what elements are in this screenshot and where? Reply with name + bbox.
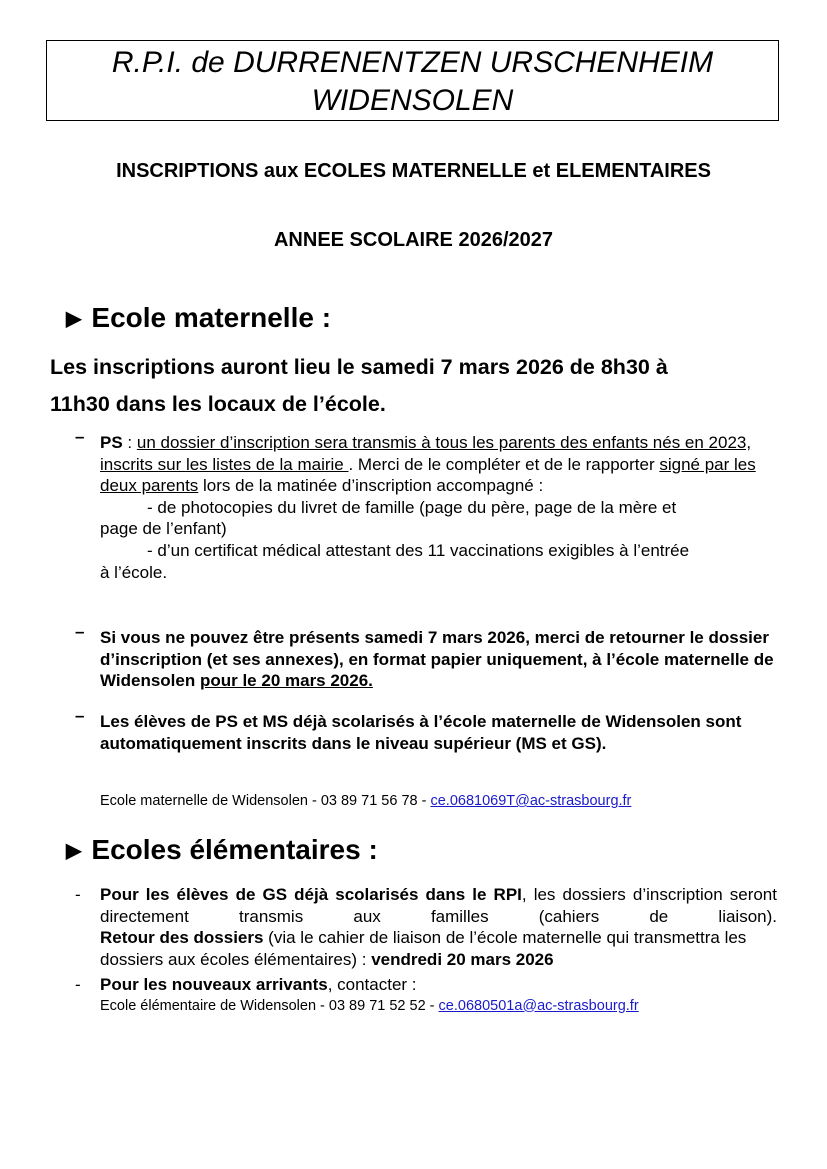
section-title-text: Ecoles élémentaires : xyxy=(91,834,378,865)
section-title-text: Ecole maternelle : xyxy=(91,302,332,333)
title-box xyxy=(46,40,779,121)
maternelle-contact-text: Ecole maternelle de Widensolen - 03 89 71 56 78 - xyxy=(100,793,431,809)
absence-text: Si vous ne pouvez être présents samedi 7 mars 2026, merci de retourner le dossier d’inscription (et ses annexes), en format papier uniquement, à l’école maternelle de Widensolen xyxy=(100,628,774,691)
return-date: vendredi 20 mars 2026 xyxy=(371,949,554,969)
dash-bullet-icon: - xyxy=(75,885,81,904)
ps-ms-text: Les élèves de PS et MS déjà scolarisés à l’école maternelle de Widensolen sont automatiquement inscrits dans le niveau supérieur (MS et GS). xyxy=(100,712,742,753)
gs-bold: Pour les élèves de GS déjà scolarisés dans le RPI xyxy=(100,885,522,904)
dash-bullet-icon: – xyxy=(75,706,85,725)
maternelle-lead xyxy=(50,349,790,423)
ps-label: PS xyxy=(100,433,123,452)
ps-text-2: lors de la matinée d’inscription accompagné : xyxy=(198,476,544,496)
gs-line-1 xyxy=(100,884,777,927)
lead-line-1: Les inscriptions auront lieu le samedi 7 mars 2026 de 8h30 à xyxy=(50,355,668,379)
gs-text: , les dossiers d’inscription seront directement transmis aux familles (cahiers de liaison). xyxy=(100,885,777,926)
list-item-new-arrivals xyxy=(75,974,780,1017)
main-heading: INSCRIPTIONS aux ECOLES MATERNELLE et ELEMENTAIRES xyxy=(116,160,711,182)
list-item-ps-ms xyxy=(75,706,780,754)
lead-line-2: 11h30 dans les locaux de l’école. xyxy=(50,392,386,416)
elementaire-contact-text: Ecole élémentaire de Widensolen - 03 89 71 52 52 - xyxy=(100,997,439,1014)
dash-bullet-icon: – xyxy=(75,622,85,641)
maternelle-email-link[interactable]: ce.0681069T@ac-strasbourg.fr xyxy=(430,793,632,809)
list-item-gs xyxy=(75,884,777,970)
section-maternelle-title xyxy=(66,302,331,334)
return-text: (via le cahier de liaison de l’école maternelle qui transmettra les dossiers aux écoles élémentaires) : xyxy=(100,928,747,969)
ps-sub-item-2: - d’un certificat médical attestant des 11 vaccinations exigibles à l’entrée xyxy=(147,540,690,560)
return-bold: Retour des dossiers xyxy=(100,928,264,948)
dash-bullet-icon: – xyxy=(75,427,85,446)
ps-signature-text: signé par les deux parents xyxy=(100,454,756,496)
gs-return xyxy=(100,927,777,970)
ps-text: . Merci de le compléter et de le rapporter xyxy=(348,454,660,474)
school-year: ANNEE SCOLAIRE 2026/2027 xyxy=(273,229,553,251)
list-item-ps xyxy=(75,427,780,583)
triangle-bullet-icon: ▶ xyxy=(66,839,82,862)
section-elementaire-title xyxy=(66,834,378,866)
title-line-1: R.P.I. de DURRENENTZEN URSCHENHEIM xyxy=(111,46,714,79)
new-arrivals-bold: Pour les nouveaux arrivants xyxy=(100,975,328,994)
absence-deadline: pour le 20 mars 2026. xyxy=(199,671,373,691)
ps-underlined-text: un dossier d’inscription sera transmis à tous les parents des enfants nés en 2023, inscrits sur les listes de la mairie xyxy=(100,433,752,474)
elementaire-contact xyxy=(100,996,780,1018)
new-arrivals-text: , contacter : xyxy=(327,975,417,994)
ps-sub-item-2-cont: à l’école. xyxy=(100,562,168,582)
dash-bullet-icon: - xyxy=(75,975,81,994)
elementaire-email-link[interactable]: ce.0680501a@ac-strasbourg.fr xyxy=(438,997,639,1014)
triangle-bullet-icon: ▶ xyxy=(66,307,82,330)
maternelle-contact xyxy=(100,791,780,813)
ps-sub-item-1-cont: page de l’enfant) xyxy=(100,519,227,539)
ps-sub-item-1: - de photocopies du livret de famille (page du père, page de la mère et xyxy=(147,497,677,517)
separator: : xyxy=(122,433,137,452)
title-line-2: WIDENSOLEN xyxy=(311,84,514,117)
list-item-absence xyxy=(75,622,780,692)
